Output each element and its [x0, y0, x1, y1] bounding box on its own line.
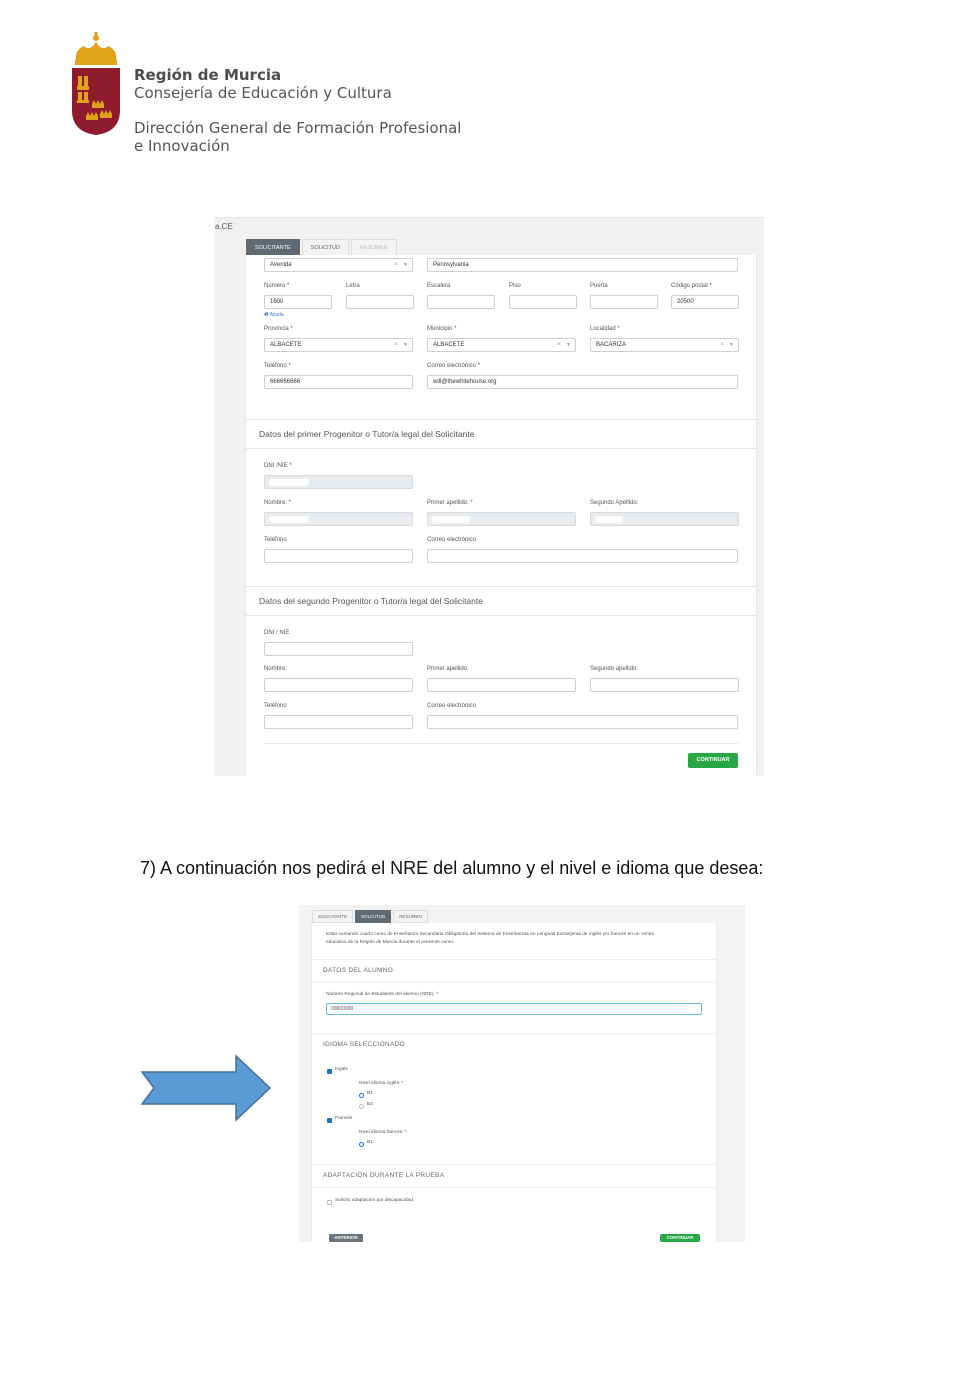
redacted-value — [269, 479, 309, 486]
provincia-value: ALBACETE — [270, 342, 302, 348]
ingles-nivel-label: Nivel idioma inglés: * — [359, 1081, 404, 1086]
progenitor1-section-header — [246, 419, 756, 449]
ingles-label: Inglés — [335, 1067, 348, 1072]
p1-nombre-input[interactable] — [264, 512, 413, 526]
clear-icon[interactable]: × — [394, 342, 398, 348]
tab-solicitud[interactable]: SOLICITUD — [302, 239, 349, 257]
p1-correo-input[interactable] — [427, 549, 738, 563]
p1-apellido2-label: Segundo Apellido: — [590, 500, 639, 506]
letra-input[interactable] — [346, 295, 414, 309]
p1-dni-input[interactable] — [264, 475, 413, 489]
nre-label: Número Regional de Estudiante del alumno (NRE): * — [326, 992, 438, 997]
telefono-input[interactable]: 666666666 — [264, 375, 413, 389]
p2-apellido2-label: Segundo apellido: — [590, 666, 639, 672]
ingles-b2-label: B2 — [367, 1102, 373, 1107]
municipio-select[interactable] — [427, 338, 576, 352]
ingles-b1-radio[interactable] — [359, 1093, 364, 1098]
p2-dni-label: DNI / NIE — [264, 630, 290, 636]
progenitor2-section-header — [246, 586, 756, 616]
p2-telefono-input[interactable] — [264, 715, 413, 729]
codigo-postal-input[interactable]: 20500 — [671, 295, 739, 309]
p1-apellido2-input[interactable] — [590, 512, 739, 526]
tab-solicitante[interactable]: SOLICITANTE — [312, 910, 353, 923]
clear-icon[interactable]: × — [720, 342, 724, 348]
p2-nombre-label: Nombre: — [264, 666, 288, 672]
chevron-down-icon[interactable]: ▼ — [566, 342, 571, 348]
info-icon: ❶ — [264, 312, 270, 318]
p2-apellido1-label: Primer apellido: — [427, 666, 469, 672]
intro-line-1: Estar cursando cuarto curso de Enseñanza Secundaria Obligatoria del Sistema de Enseñanzas en Lenguas Extranjeras de inglés y/o francés en un centro — [326, 932, 655, 937]
p2-dni-input[interactable] — [264, 642, 413, 656]
ingles-checkbox[interactable] — [327, 1069, 332, 1074]
adaptacion-label: Solicito adaptación por discapacidad. — [335, 1198, 415, 1203]
screenshot-solicitud-form — [299, 905, 745, 1242]
piso-input[interactable] — [509, 295, 577, 309]
municipio-label: Municipio * — [427, 326, 457, 332]
ayuda-text: Ayuda — [269, 312, 284, 318]
divider — [264, 743, 738, 744]
frances-b1-label: B1 — [367, 1140, 373, 1145]
idioma-section-header — [312, 1033, 716, 1056]
puerta-input[interactable] — [590, 295, 658, 309]
clear-icon[interactable]: × — [557, 342, 561, 348]
numero-label: Número * — [264, 283, 290, 289]
p1-telefono-label: Teléfono — [264, 537, 287, 543]
escalera-label: Escalera — [427, 283, 451, 289]
frances-label: Francés — [335, 1116, 353, 1121]
header-consejeria: Consejería de Educación y Cultura — [134, 84, 392, 102]
codigo-postal-label: Código postal * — [671, 283, 712, 289]
telefono-label: Teléfono * — [264, 363, 291, 369]
p1-correo-label: Correo electrónico — [427, 537, 477, 543]
chevron-down-icon[interactable]: ▼ — [729, 342, 734, 348]
localidad-select[interactable] — [590, 338, 739, 352]
correo-label: Correo electrónico * — [427, 363, 481, 369]
via-tipo-select[interactable] — [264, 258, 413, 272]
continuar-button[interactable]: CONTINUAR — [660, 1234, 700, 1242]
adaptacion-section-header — [312, 1164, 716, 1188]
arrow-right-icon — [140, 1054, 272, 1122]
progenitor1-title: Datos del primer Progenitor o Tutor/a legal del Solicitante — [259, 429, 475, 439]
clear-icon[interactable]: × — [394, 262, 398, 268]
form-panel — [245, 255, 757, 776]
header-direccion-line2: e Innovación — [134, 137, 230, 155]
alumno-title: DATOS DEL ALUMNO — [323, 967, 394, 974]
p2-apellido1-input[interactable] — [427, 678, 576, 692]
form-panel — [311, 923, 717, 1242]
step-caption: 7) A continuación nos pedirá el NRE del alumno y el nivel e idioma que desea: — [140, 858, 764, 878]
p1-apellido1-input[interactable] — [427, 512, 576, 526]
correo-input[interactable]: will@thewhitehouse.org — [427, 375, 738, 389]
anterior-button[interactable]: ANTERIOR — [329, 1234, 363, 1242]
frances-b1-radio[interactable] — [359, 1142, 364, 1147]
adaptacion-checkbox[interactable] — [327, 1200, 332, 1205]
screenshot-solicitante-form — [215, 217, 764, 776]
localidad-label: Localidad * — [590, 326, 620, 332]
alumno-section-header — [312, 959, 716, 983]
intro-line-2: educativo de la Región de Murcia durante el presente curso. — [326, 940, 455, 945]
numero-input[interactable]: 1600 — [264, 295, 332, 309]
continuar-button[interactable]: CONTINUAR — [688, 753, 738, 768]
region-murcia-coat-of-arms-icon — [70, 32, 122, 136]
tab-solicitante[interactable]: SOLICITANTE — [246, 239, 300, 257]
p2-nombre-input[interactable] — [264, 678, 413, 692]
p1-dni-label: DNI /NIE * — [264, 463, 292, 469]
idioma-title: IDIOMA SELECCIONADO — [323, 1041, 405, 1048]
letra-label: Letra — [346, 283, 360, 289]
provincia-label: Provincia * — [264, 326, 293, 332]
header-direccion: Dirección General de Formación Profesional — [134, 119, 462, 137]
frances-nivel-label: Nivel idioma francés: * — [359, 1130, 407, 1135]
chevron-down-icon[interactable]: ▼ — [403, 262, 408, 268]
municipio-value: ALBACETE — [433, 342, 465, 348]
tab-solicitud[interactable]: SOLICITUD — [355, 910, 391, 923]
ingles-b1-label: B1 — [367, 1091, 373, 1096]
p2-apellido2-input[interactable] — [590, 678, 739, 692]
nre-input[interactable]: 00000000 — [326, 1003, 702, 1015]
tab-resumen[interactable]: RESUMEN — [351, 239, 397, 257]
adaptacion-title: ADAPTACIÓN DURANTE LA PRUEBA — [323, 1172, 445, 1179]
tab-bar — [312, 910, 430, 923]
redacted-value — [269, 516, 309, 523]
p1-nombre-label: Nombre: * — [264, 500, 292, 506]
header-region: Región de Murcia — [134, 66, 282, 84]
localidad-value: BACARIZA — [596, 342, 627, 348]
ayuda-link[interactable] — [264, 312, 284, 318]
provincia-select[interactable] — [264, 338, 413, 352]
chevron-down-icon[interactable]: ▼ — [403, 342, 408, 348]
p2-correo-input[interactable] — [427, 715, 738, 729]
via-tipo-value: Avenida — [270, 262, 292, 268]
frances-checkbox[interactable] — [327, 1118, 332, 1123]
redacted-value — [432, 516, 470, 523]
p2-telefono-label: Teléfono — [264, 703, 287, 709]
tab-resumen[interactable]: RESUMEN — [393, 910, 428, 923]
ingles-b2-radio[interactable] — [359, 1104, 364, 1109]
p1-apellido1-label: Primer apellido: * — [427, 500, 473, 506]
puerta-label: Puerta — [590, 283, 608, 289]
intro-text — [326, 931, 711, 947]
via-nombre-input[interactable]: Pennsylvania — [427, 258, 738, 272]
progenitor2-title: Datos del segundo Progenitor o Tutor/a legal del Solicitante — [259, 596, 483, 606]
piso-label: Piso — [509, 283, 521, 289]
p2-correo-label: Correo electrónico — [427, 703, 477, 709]
escalera-input[interactable] — [427, 295, 495, 309]
redacted-value — [595, 516, 623, 523]
app-title: a.CE — [215, 222, 233, 231]
p1-telefono-input[interactable] — [264, 549, 413, 563]
